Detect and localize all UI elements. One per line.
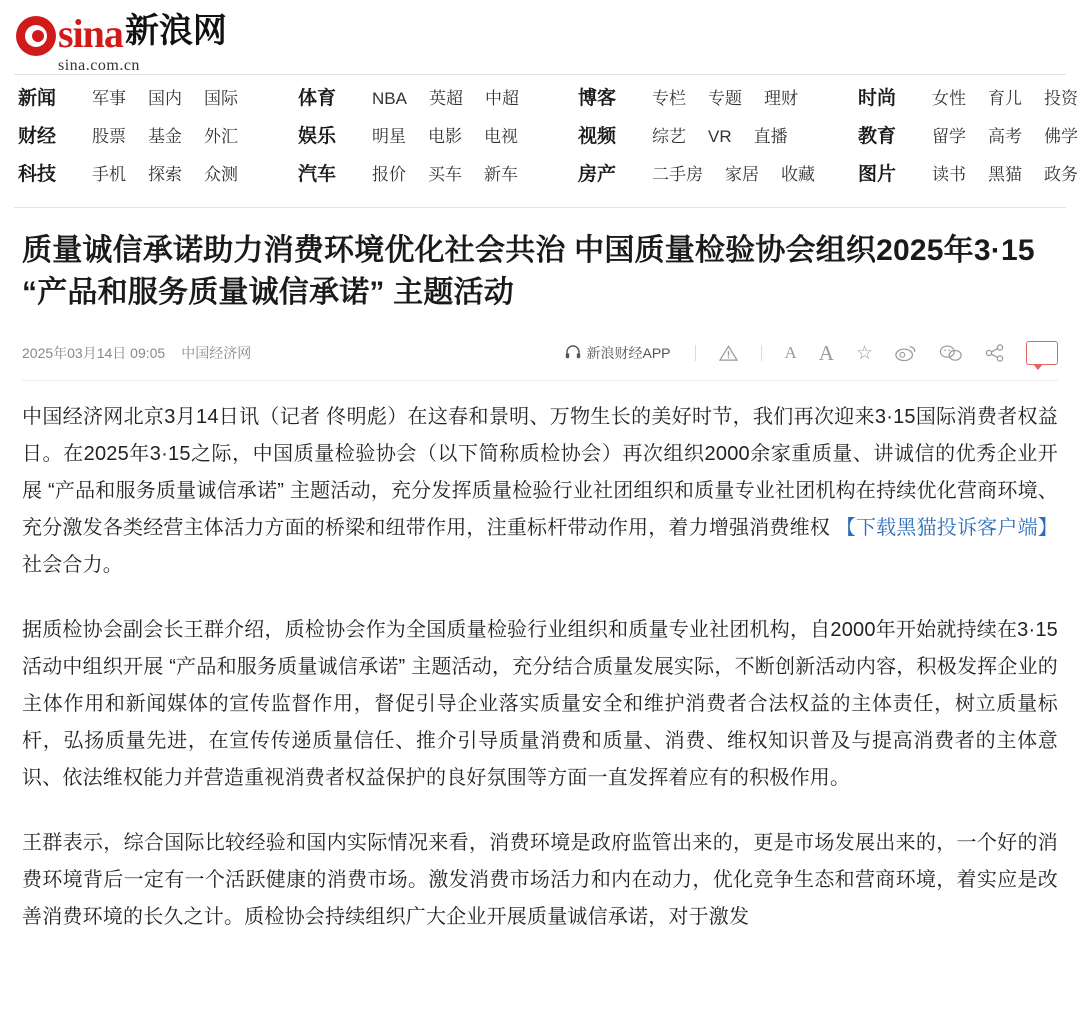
nav-column-3 (578, 83, 858, 197)
site-logo[interactable] (16, 11, 1080, 74)
nav-column-1 (14, 83, 298, 197)
nav-link-variety[interactable]: 综艺 (652, 127, 686, 146)
nav-head-fashion[interactable]: 时尚 (858, 88, 897, 109)
nav-head-photos[interactable]: 图片 (858, 164, 897, 185)
nav-link-topic[interactable]: 专题 (708, 89, 742, 108)
nav-head-finance[interactable]: 财经 (18, 126, 57, 147)
nav-link-premier-league[interactable]: 英超 (428, 89, 463, 108)
meta-toolbar (565, 341, 1058, 366)
article-body (22, 399, 1058, 936)
nav-link-csl[interactable]: 中超 (484, 89, 519, 108)
divider (695, 345, 696, 361)
nav-head-realestate[interactable]: 房产 (578, 164, 617, 185)
nav-link-gaokao[interactable]: 高考 (988, 127, 1022, 146)
paragraph-2: 据质检协会副会长王群介绍，质检协会作为全国质量检验行业组织和质量专业社团机构，自2000年开始就持续在3·15活动中组织开展 “产品和服务质量诚信承诺” 主题活动，充分结合质量发展实际，不断创新活动内容，积极发挥企业的主体作用和新闻媒体的宣传监督作用，督促引导企业落实质量安全和维护消费者合法权益的主体责任，树立质量标杆，弘扬质量先进，在宣传传递质量信任、推介引导质量消费和质量、消费、维权知识普及与提高消费者的主体意识、依法维权能力并营造重视消费者权益保护的良好氛围等方面一直发挥着应有的积极作用。 (22, 619, 1058, 789)
nav-row-news (18, 83, 298, 121)
logo-cn-text: 新浪网 (124, 12, 227, 50)
logo-domain-text: sina.com.cn (58, 57, 140, 74)
nav-head-sports[interactable]: 体育 (298, 88, 337, 109)
weibo-icon[interactable] (895, 344, 917, 362)
nav-row-tech (18, 159, 298, 197)
nav-link-study-abroad[interactable]: 留学 (932, 127, 966, 146)
nav-link-nba[interactable]: NBA (372, 89, 407, 108)
wechat-icon[interactable] (939, 344, 963, 362)
font-decrease-icon[interactable]: A (784, 343, 797, 362)
nav-link-parenting[interactable]: 育儿 (988, 89, 1022, 108)
favorite-star-icon[interactable]: ☆ (855, 342, 873, 364)
nav-head-auto[interactable]: 汽车 (298, 164, 337, 185)
nav-link-investment[interactable]: 投资 (1044, 89, 1078, 108)
nav-link-secondhand-house[interactable]: 二手房 (652, 165, 703, 184)
nav-link-wealth[interactable]: 理财 (764, 89, 798, 108)
comment-icon[interactable] (1026, 341, 1058, 365)
logo-main-text: sina (58, 11, 123, 56)
headphone-icon (565, 345, 581, 362)
nav-row-education (858, 121, 1078, 159)
divider (761, 345, 762, 361)
nav-link-women[interactable]: 女性 (932, 89, 966, 108)
nav-link-buy-car[interactable]: 买车 (428, 165, 462, 184)
meta-left (22, 343, 251, 363)
nav-head-news[interactable]: 新闻 (18, 88, 57, 109)
blackcat-complaint-link[interactable]: 【下载黑猫投诉客户端】 (835, 517, 1058, 539)
font-increase-icon[interactable]: A (818, 340, 834, 365)
logo-text-block (58, 11, 227, 74)
nav-row-fashion (858, 83, 1078, 121)
nav-link-movies[interactable]: 电影 (428, 127, 462, 146)
sina-eye-logo-icon (16, 16, 56, 56)
finance-app-label: 新浪财经APP (586, 345, 671, 361)
nav-link-stars[interactable]: 明星 (372, 127, 406, 146)
nav-link-funds[interactable]: 基金 (148, 127, 182, 146)
nav-link-mobile[interactable]: 手机 (92, 165, 126, 184)
nav-link-government[interactable]: 政务 (1044, 165, 1078, 184)
nav-row-video (578, 121, 858, 159)
nav-head-video[interactable]: 视频 (578, 126, 617, 147)
nav-link-buddhism[interactable]: 佛学 (1044, 127, 1078, 146)
nav-head-tech[interactable]: 科技 (18, 164, 57, 185)
paragraph-1 (22, 399, 1058, 584)
warning-icon[interactable] (719, 344, 738, 362)
nav-row-finance (18, 121, 298, 159)
site-logo-area (0, 0, 1080, 74)
nav-link-home[interactable]: 家居 (725, 165, 759, 184)
nav-row-blog (578, 83, 858, 121)
nav-link-blackcat[interactable]: 黑猫 (988, 165, 1022, 184)
main-navigation (14, 74, 1078, 208)
nav-column-2 (298, 83, 578, 197)
nav-head-education[interactable]: 教育 (858, 126, 897, 147)
article-source[interactable]: 中国经济网 (181, 345, 252, 361)
nav-link-international[interactable]: 国际 (204, 89, 238, 108)
share-icon[interactable] (985, 344, 1005, 362)
nav-link-column[interactable]: 专栏 (652, 89, 686, 108)
finance-app-button[interactable] (565, 343, 670, 363)
nav-link-live[interactable]: 直播 (753, 127, 788, 146)
page-title: 质量诚信承诺助力消费环境优化社会共治 中国质量检验协会组织2025年3·15 “产品和服务质量诚信承诺” 主题活动 (22, 234, 1035, 309)
nav-link-collection[interactable]: 收藏 (781, 165, 815, 184)
paragraph-1-text-a: 中国经济网北京3月14日讯（记者 佟明彪）在这春和景明、万物生长的美好时节，我们再次迎来3·15国际消费者权益日。在2025年3·15之际，中国质量检验协会（以下简称质检协会）再次组织2000余家重质量、讲诚信的优秀企业开展 “产品和服务质量诚信承诺” 主题活动，充分发挥质量检验行业社团组织和质量专业社团机构在持续优化营商环境、充分激发各类经营主体活力方面的桥梁和纽带作用，注重标杆带动作用，着力增强消费维权 (22, 406, 1058, 539)
nav-link-explore[interactable]: 探索 (148, 165, 182, 184)
nav-link-new-car[interactable]: 新车 (484, 165, 518, 184)
article-meta-bar (22, 336, 1058, 381)
nav-row-entertainment (298, 121, 578, 159)
nav-link-stocks[interactable]: 股票 (92, 127, 126, 146)
nav-head-blog[interactable]: 博客 (578, 88, 617, 109)
nav-row-realestate (578, 159, 858, 197)
nav-link-domestic[interactable]: 国内 (148, 89, 182, 108)
article-container (0, 230, 1080, 936)
nav-link-books[interactable]: 读书 (932, 165, 966, 184)
nav-link-tv[interactable]: 电视 (484, 127, 518, 146)
nav-row-sports (298, 83, 578, 121)
nav-link-price[interactable]: 报价 (372, 165, 406, 184)
nav-link-vr[interactable]: VR (708, 127, 732, 146)
nav-row-auto (298, 159, 578, 197)
nav-link-reviews[interactable]: 众测 (204, 165, 238, 184)
nav-column-4 (858, 83, 1078, 197)
paragraph-1-text-b: 社会合力。 (22, 554, 123, 576)
nav-link-forex[interactable]: 外汇 (204, 127, 238, 146)
nav-link-military[interactable]: 军事 (92, 89, 126, 108)
nav-row-photos (858, 159, 1078, 197)
article-date: 2025年03月14日 09:05 (22, 345, 166, 361)
paragraph-3: 王群表示，综合国际比较经验和国内实际情况来看，消费环境是政府监管出来的，更是市场发展出来的，一个好的消费环境背后一定有一个活跃健康的消费市场。激发消费市场活力和内在动力，优化竞争生态和营商环境，着实应是改善消费环境的长久之计。质检协会持续组织广大企业开展质量诚信承诺，对于激发 (22, 832, 1058, 928)
nav-head-entertainment[interactable]: 娱乐 (298, 126, 337, 147)
